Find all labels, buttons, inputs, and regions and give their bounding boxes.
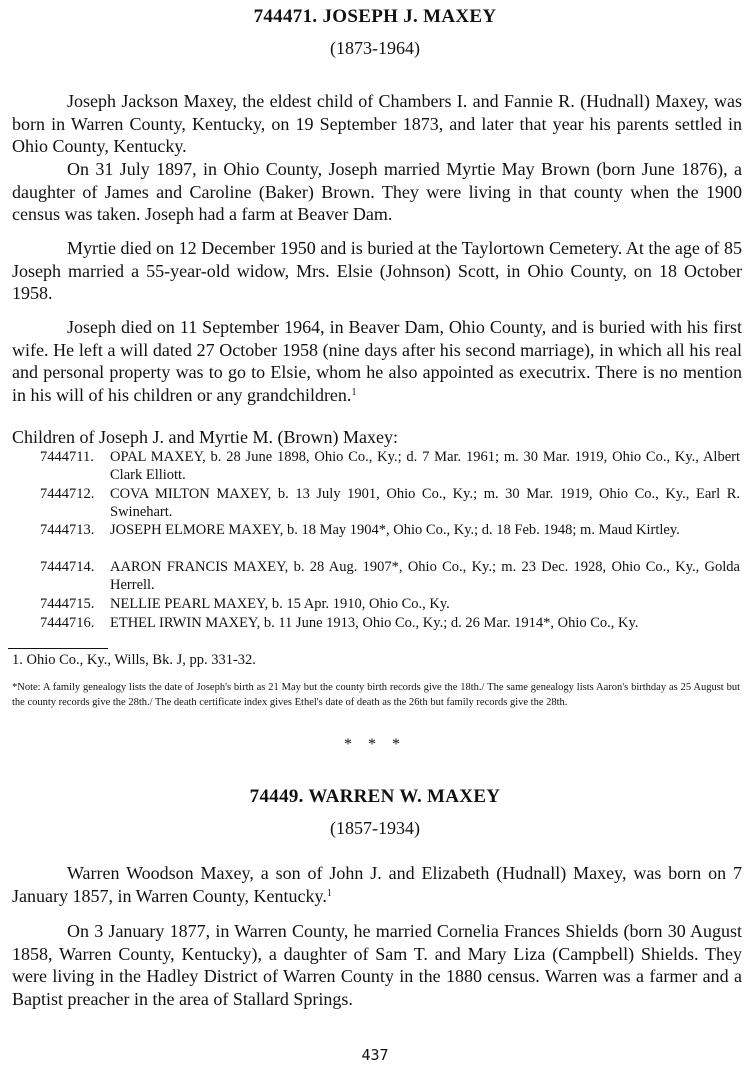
paragraph (12, 920, 742, 1010)
child-number: 7444715. (40, 596, 95, 612)
child-number: 7444716. (40, 615, 95, 631)
child-entry (40, 486, 740, 521)
page-number: 437 (361, 1046, 389, 1064)
child-entry (40, 615, 740, 633)
paragraph-text: Joseph Jackson Maxey, the eldest child of Chambers I. and Fannie R. (Hudnall) Maxey, was born in Warren County, Kentucky, on 19 September 1873, and later that year his parents settled in Ohio County, Kentucky. (12, 91, 742, 156)
footnote-marker: 1 (326, 887, 332, 899)
footnote-marker: 1 (351, 386, 357, 398)
child-text: NELLIE PEARL MAXEY, b. 15 Apr. 1910, Ohio Co., Ky. (110, 596, 450, 612)
child-entry (40, 522, 740, 540)
paragraph-text: On 3 January 1877, in Warren County, he married Cornelia Frances Shields (born 30 August 1858, Warren County, Kentucky), a daughter of Sam T. and Mary Liza (Campbell) Shields. They were living in the Hadley District of Warren County in the 1880 census. Warren was a farmer and a Baptist preacher in the area of Stallard Springs. (12, 921, 742, 1009)
child-text: AARON FRANCIS MAXEY, b. 28 Aug. 1907*, Ohio Co., Ky.; m. 23 Dec. 1928, Ohio Co., Ky., Golda Herrell. (110, 559, 740, 593)
section-title: 74449. WARREN W. MAXEY (249, 786, 501, 807)
child-entry (40, 596, 740, 614)
footnote-divider (8, 648, 108, 649)
child-text: ETHEL IRWIN MAXEY, b. 11 June 1913, Ohio Co., Ky.; d. 26 Mar. 1914*, Ohio Co., Ky. (110, 615, 639, 631)
paragraph (12, 316, 742, 406)
paragraph (12, 237, 742, 305)
child-text: OPAL MAXEY, b. 28 June 1898, Ohio Co., Ky.; d. 7 Mar. 1961; m. 30 Mar. 1919, Ohio Co., Ky., Albert Clark Elliott. (110, 449, 740, 483)
genealogy-note: *Note: A family genealogy lists the date of Joseph's birth as 21 May but the county birth records give the 18th./ The same genealogy lists Aaron's birthday as 25 August but the county records give the 28th./ The death certificate index gives Ethel's date of death as the 26th but family records give the 28th. (12, 682, 740, 708)
child-entry (40, 559, 740, 594)
child-number: 7444713. (40, 522, 95, 538)
paragraph-text: Joseph died on 11 September 1964, in Beaver Dam, Ohio County, and is buried with his first wife. He left a will dated 27 October 1958 (nine days after his second marriage), in which all his real and personal property was to go to Elsie, whom he also appointed as executrix. There is no mention in his will of his children or any grandchildren. (12, 317, 742, 405)
child-text: JOSEPH ELMORE MAXEY, b. 18 May 1904*, Ohio Co., Ky.; d. 18 Feb. 1948; m. Maud Kirtley. (110, 522, 680, 538)
paragraph-text: Warren Woodson Maxey, a son of John J. and Elizabeth (Hudnall) Maxey, was born on 7 January 1857, in Warren County, Kentucky. (12, 863, 742, 906)
paragraph (12, 862, 742, 907)
section-separator: * * * (344, 736, 406, 753)
section-dates: (1857-1934) (330, 818, 420, 838)
child-number: 7444712. (40, 486, 95, 502)
paragraph (12, 90, 742, 158)
paragraph-text: On 31 July 1897, in Ohio County, Joseph married Myrtie May Brown (born June 1876), a daughter of James and Caroline (Baker) Brown. They were living in that county when the 1900 census was taken. Joseph had a farm at Beaver Dam. (12, 159, 742, 224)
paragraph (12, 158, 742, 226)
section-dates: (1873-1964) (330, 38, 420, 58)
children-heading: Children of Joseph J. and Myrtie M. (Brown) Maxey: (12, 427, 398, 447)
section-title: 744471. JOSEPH J. MAXEY (253, 6, 497, 27)
child-text: COVA MILTON MAXEY, b. 13 July 1901, Ohio Co., Ky.; m. 30 Mar. 1919, Ohio Co., Ky., Earl R. Swinehart. (110, 486, 740, 520)
child-number: 7444714. (40, 559, 95, 575)
footnote: 1. Ohio Co., Ky., Wills, Bk. J, pp. 331-32. (12, 652, 256, 668)
paragraph-text: Myrtie died on 12 December 1950 and is buried at the Taylortown Cemetery. At the age of 85 Joseph married a 55-year-old widow, Mrs. Elsie (Johnson) Scott, in Ohio County, on 18 October 1958. (12, 238, 742, 303)
child-entry (40, 449, 740, 484)
child-number: 7444711. (40, 449, 94, 465)
